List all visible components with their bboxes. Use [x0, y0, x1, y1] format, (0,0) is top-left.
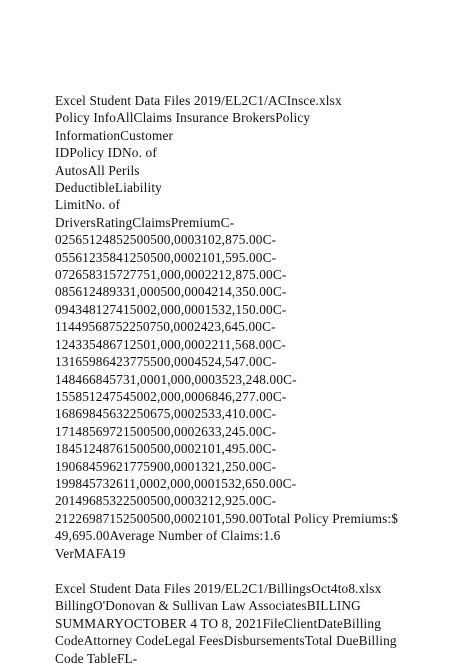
text-block-insurance — [55, 92, 445, 562]
text-line: 072658315727751,000,0002212,875.00C- — [55, 267, 287, 283]
text-line: BillingO'Donovan & Sullivan Law AssociatesBILLING — [55, 598, 361, 614]
text-line: DriversRatingClaimsPremiumC- — [55, 214, 235, 230]
text-line: 13165986423775500,0004524,547.00C- — [55, 354, 277, 370]
text-line: CodeAttorney CodeLegal FeesDisbursementsTotal DueBilling — [55, 633, 397, 649]
text-line: 199845732611,0002,000,0001532,650.00C- — [55, 475, 297, 491]
text-line: 16869845632250675,0002533,410.00C- — [55, 406, 277, 422]
text-line: 19068459621775900,0001321,250.00C- — [55, 458, 277, 474]
text-line: 085612489331,000500,0004214,350.00C- — [55, 284, 287, 300]
text-line: 20149685322500500,0003212,925.00C- — [55, 493, 277, 509]
text-line: 094348127415002,000,0001532,150.00C- — [55, 301, 287, 317]
text-line: LimitNo. of — [55, 197, 121, 213]
text-line: 148466845731,0001,000,0003523,248.00C- — [55, 371, 297, 387]
text-line: Code TableFL- — [55, 650, 138, 666]
text-line: Excel Student Data Files 2019/EL2C1/ACInsce.xlsx — [55, 93, 342, 108]
text-line: 05561235841250500,0002101,595.00C- — [55, 249, 277, 265]
text-line: SUMMARYOCTOBER 4 TO 8, 2021FileClientDateBilling — [55, 615, 381, 631]
text-line: 21226987152500500,0002101,590.00Total Policy Premiums:$ — [55, 510, 399, 526]
text-line: 18451248761500500,0002101,495.00C- — [55, 441, 277, 457]
text-line: Excel Student Data Files 2019/EL2C1/BillingsOct4to8.xlsx — [55, 580, 382, 596]
text-line: 124335486712501,000,0002211,568.00C- — [55, 336, 286, 352]
text-line: 11449568752250750,0002423,645.00C- — [55, 319, 276, 335]
text-block-billing — [55, 580, 445, 667]
document-page — [55, 92, 445, 667]
text-line: 49,695.00Average Number of Claims:1.6 — [55, 528, 281, 544]
text-line: DeductibleLiability — [55, 180, 162, 196]
text-line: InformationCustomer — [55, 127, 174, 143]
text-line: 02565124852500500,0003102,875.00C- — [55, 232, 277, 248]
text-line: AutosAll Perils — [55, 162, 140, 178]
text-line: VerMAFA19 — [55, 545, 126, 561]
text-line: IDPolicy IDNo. of — [55, 145, 157, 161]
text-line: 17148569721500500,0002633,245.00C- — [55, 423, 277, 439]
text-line: 155851247545002,000,0006846,277.00C- — [55, 388, 287, 404]
text-line: Policy InfoAllClaims Insurance BrokersPolicy — [55, 110, 311, 126]
